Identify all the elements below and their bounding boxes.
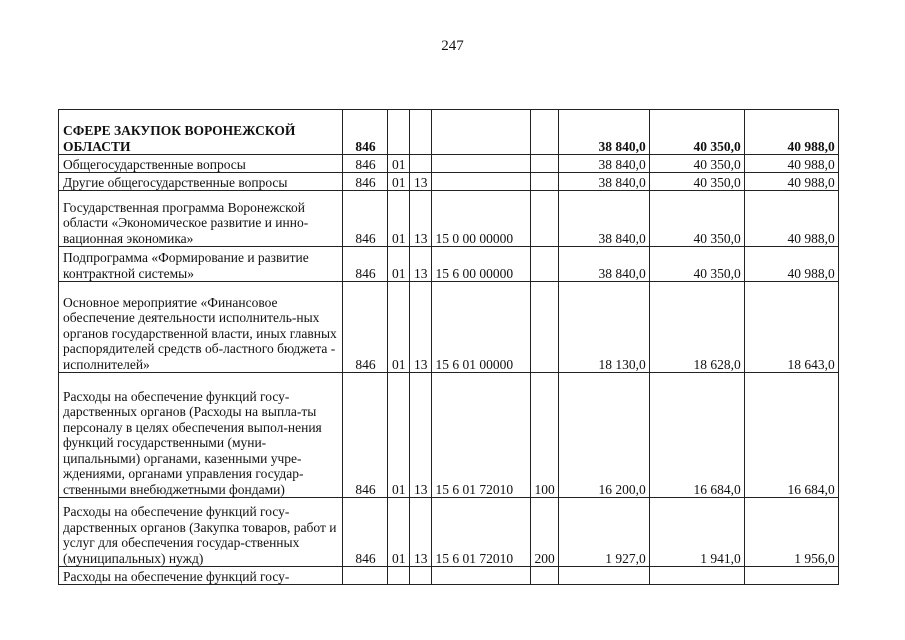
section-code: 01 xyxy=(388,498,410,567)
ministry-code: 846 xyxy=(343,282,388,373)
table-row xyxy=(59,498,839,567)
section-code: 01 xyxy=(388,155,410,173)
amount-year-2: 40 350,0 xyxy=(649,110,744,155)
expense-type-code xyxy=(530,567,558,585)
amount-year-3: 16 684,0 xyxy=(744,373,838,498)
ministry-code: 846 xyxy=(343,173,388,191)
target-article-code: 15 6 01 72010 xyxy=(431,498,530,567)
section-code xyxy=(388,567,410,585)
subsection-code: 13 xyxy=(410,191,432,247)
amount-year-3: 40 988,0 xyxy=(744,155,838,173)
table-row xyxy=(59,567,839,585)
amount-year-2: 1 941,0 xyxy=(649,498,744,567)
row-description: Основное мероприятие «Финансовое обеспечение деятельности исполнитель-ных органов государственной власти, иных главных распорядителей средств об-ластного бюджета - исполнителей» xyxy=(59,282,343,373)
amount-year-2: 40 350,0 xyxy=(649,191,744,247)
target-article-code: 15 6 01 72010 xyxy=(431,373,530,498)
target-article-code: 15 6 01 00000 xyxy=(431,282,530,373)
amount-year-1: 38 840,0 xyxy=(558,173,649,191)
row-description: СФЕРЕ ЗАКУПОК ВОРОНЕЖСКОЙ ОБЛАСТИ xyxy=(59,110,343,155)
target-article-code: 15 6 00 00000 xyxy=(431,247,530,282)
amount-year-3: 40 988,0 xyxy=(744,110,838,155)
table-row xyxy=(59,110,839,155)
ministry-code xyxy=(343,567,388,585)
section-code: 01 xyxy=(388,373,410,498)
amount-year-2: 40 350,0 xyxy=(649,247,744,282)
expense-type-code: 100 xyxy=(530,373,558,498)
ministry-code: 846 xyxy=(343,191,388,247)
page-number: 247 xyxy=(441,38,464,54)
target-article-code xyxy=(431,567,530,585)
amount-year-3: 18 643,0 xyxy=(744,282,838,373)
row-description: Государственная программа Воронежской области «Экономическое развитие и инно-вационная экономика» xyxy=(59,191,343,247)
amount-year-1: 38 840,0 xyxy=(558,155,649,173)
amount-year-3: 40 988,0 xyxy=(744,191,838,247)
amount-year-2 xyxy=(649,567,744,585)
amount-year-3: 40 988,0 xyxy=(744,173,838,191)
expense-type-code xyxy=(530,247,558,282)
budget-table xyxy=(58,109,839,585)
expense-type-code xyxy=(530,110,558,155)
subsection-code: 13 xyxy=(410,373,432,498)
table-row xyxy=(59,191,839,247)
table-row xyxy=(59,373,839,498)
subsection-code: 13 xyxy=(410,247,432,282)
expense-type-code xyxy=(530,173,558,191)
amount-year-2: 18 628,0 xyxy=(649,282,744,373)
section-code xyxy=(388,110,410,155)
ministry-code: 846 xyxy=(343,247,388,282)
target-article-code xyxy=(431,173,530,191)
amount-year-1: 1 927,0 xyxy=(558,498,649,567)
expense-type-code xyxy=(530,282,558,373)
amount-year-1: 38 840,0 xyxy=(558,191,649,247)
row-description: Расходы на обеспечение функций госу-дарственных органов (Закупка товаров, работ и услуг для обеспечения государ-ственных (муниципальных) нужд) xyxy=(59,498,343,567)
amount-year-1: 16 200,0 xyxy=(558,373,649,498)
row-description: Общегосударственные вопросы xyxy=(59,155,343,173)
amount-year-2: 40 350,0 xyxy=(649,173,744,191)
ministry-code: 846 xyxy=(343,373,388,498)
section-code: 01 xyxy=(388,191,410,247)
table-row xyxy=(59,282,839,373)
row-description: Подпрограмма «Формирование и развитие контрактной системы» xyxy=(59,247,343,282)
section-code: 01 xyxy=(388,247,410,282)
ministry-code: 846 xyxy=(343,498,388,567)
amount-year-3: 1 956,0 xyxy=(744,498,838,567)
amount-year-1: 38 840,0 xyxy=(558,110,649,155)
subsection-code xyxy=(410,155,432,173)
row-description: Расходы на обеспечение функций госу- xyxy=(59,567,343,585)
amount-year-3: 40 988,0 xyxy=(744,247,838,282)
target-article-code xyxy=(431,110,530,155)
amount-year-1 xyxy=(558,567,649,585)
section-code: 01 xyxy=(388,173,410,191)
row-description: Расходы на обеспечение функций госу-дарственных органов (Расходы на выпла-ты персоналу в целях обеспечения выпол-нения функций государственными (муни-ципальными) органами, казенными учре-ждениями, органами управления государ-ственными внебюджетными фондами) xyxy=(59,373,343,498)
expense-type-code xyxy=(530,155,558,173)
subsection-code: 13 xyxy=(410,173,432,191)
subsection-code: 13 xyxy=(410,498,432,567)
table-row xyxy=(59,247,839,282)
amount-year-2: 16 684,0 xyxy=(649,373,744,498)
target-article-code xyxy=(431,155,530,173)
expense-type-code xyxy=(530,191,558,247)
table-row xyxy=(59,173,839,191)
ministry-code: 846 xyxy=(343,110,388,155)
expense-type-code: 200 xyxy=(530,498,558,567)
subsection-code: 13 xyxy=(410,282,432,373)
amount-year-1: 38 840,0 xyxy=(558,247,649,282)
amount-year-1: 18 130,0 xyxy=(558,282,649,373)
ministry-code: 846 xyxy=(343,155,388,173)
section-code: 01 xyxy=(388,282,410,373)
subsection-code xyxy=(410,567,432,585)
table-row xyxy=(59,155,839,173)
row-description: Другие общегосударственные вопросы xyxy=(59,173,343,191)
amount-year-2: 40 350,0 xyxy=(649,155,744,173)
target-article-code: 15 0 00 00000 xyxy=(431,191,530,247)
amount-year-3 xyxy=(744,567,838,585)
subsection-code xyxy=(410,110,432,155)
